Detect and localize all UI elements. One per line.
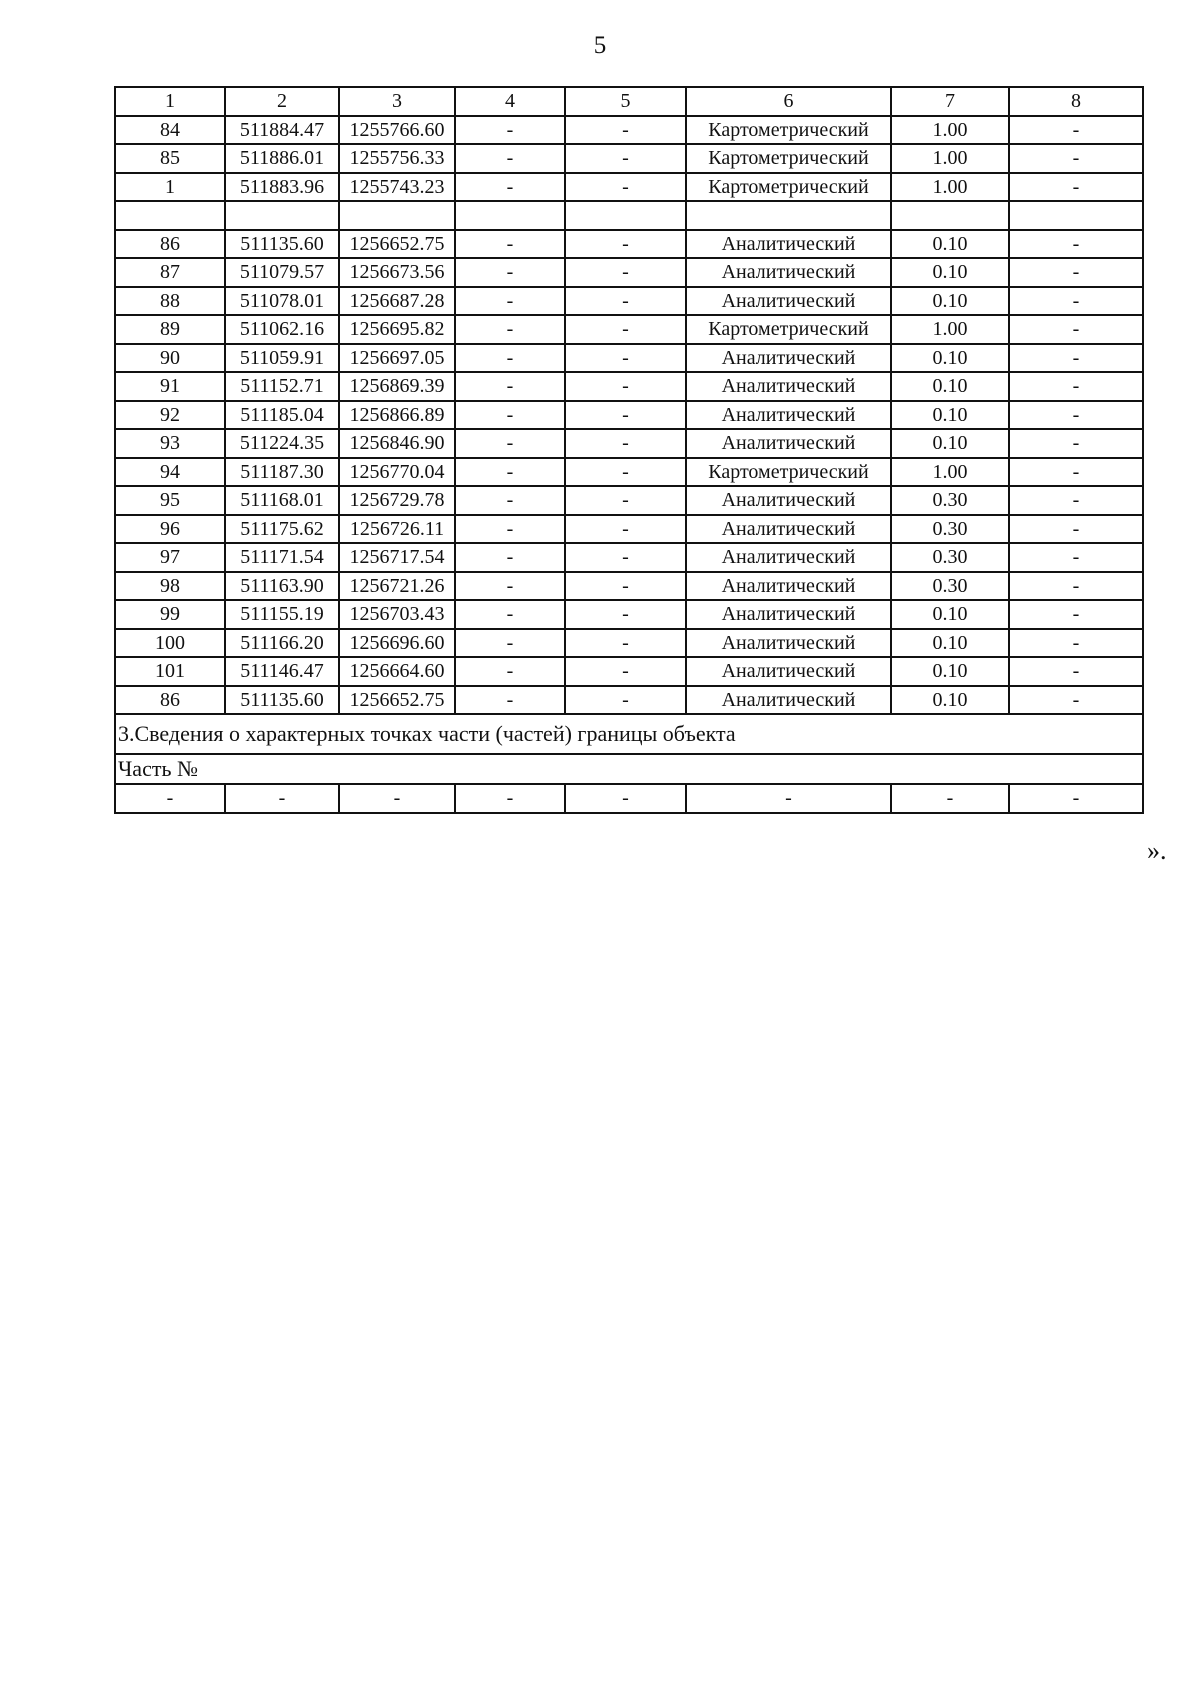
table-cell: 86: [115, 686, 225, 715]
table-cell: -: [565, 458, 686, 487]
table-row: [115, 287, 1143, 316]
table-cell: 511163.90: [225, 572, 339, 601]
part-number-label: Часть №: [115, 754, 1143, 784]
table-row: [115, 401, 1143, 430]
table-cell: -: [1009, 258, 1143, 287]
table-cell: Аналитический: [686, 629, 891, 658]
table-cell: -: [1009, 116, 1143, 145]
table-cell: Аналитический: [686, 344, 891, 373]
table-cell: -: [1009, 486, 1143, 515]
table-cell: 511152.71: [225, 372, 339, 401]
table-cell: -: [455, 258, 565, 287]
table-cell: 0.10: [891, 401, 1009, 430]
table-cell: Картометрический: [686, 315, 891, 344]
table-cell: 511185.04: [225, 401, 339, 430]
table-cell: 0.10: [891, 600, 1009, 629]
table-cell: -: [455, 372, 565, 401]
table-cell: -: [565, 287, 686, 316]
table-cell: 511135.60: [225, 230, 339, 259]
table-cell: -: [455, 572, 565, 601]
table-row: [115, 230, 1143, 259]
table-row: [115, 657, 1143, 686]
table-cell: Аналитический: [686, 515, 891, 544]
table-cell: 0.30: [891, 515, 1009, 544]
table-cell: -: [565, 344, 686, 373]
table-row: [115, 258, 1143, 287]
table-cell: 0.10: [891, 686, 1009, 715]
table-cell: 95: [115, 486, 225, 515]
section3-title: 3.Сведения о характерных точках части (частей) границы объекта: [115, 714, 1143, 754]
table-cell: -: [455, 657, 565, 686]
table-cell: 0.30: [891, 543, 1009, 572]
table-row: [115, 344, 1143, 373]
table-row: [115, 600, 1143, 629]
table-cell: -: [455, 629, 565, 658]
table-cell: -: [1009, 144, 1143, 173]
table-cell: 511884.47: [225, 116, 339, 145]
empty-cell: [115, 201, 225, 230]
table-cell: 1256687.28: [339, 287, 455, 316]
table-cell: 99: [115, 600, 225, 629]
table-cell: -: [565, 116, 686, 145]
table-row: [115, 372, 1143, 401]
table-cell: -: [455, 144, 565, 173]
empty-cell: [891, 201, 1009, 230]
table-cell: 1256866.89: [339, 401, 455, 430]
table-cell: -: [1009, 372, 1143, 401]
table-cell: -: [565, 486, 686, 515]
table-cell: 1256695.82: [339, 315, 455, 344]
table-row: [115, 515, 1143, 544]
table-cell: 86: [115, 230, 225, 259]
table-row: [115, 572, 1143, 601]
table-cell: Аналитический: [686, 429, 891, 458]
table-cell: -: [455, 344, 565, 373]
table-cell: -: [455, 315, 565, 344]
table-cell: Аналитический: [686, 486, 891, 515]
table-cell: -: [1009, 543, 1143, 572]
table-cell: 1256664.60: [339, 657, 455, 686]
table-cell: 101: [115, 657, 225, 686]
section3-row: [115, 714, 1143, 754]
table-cell: 97: [115, 543, 225, 572]
part-cell: -: [1009, 784, 1143, 813]
table-cell: 511078.01: [225, 287, 339, 316]
table-cell: -: [565, 572, 686, 601]
header-cell: 2: [225, 87, 339, 116]
table-cell: -: [565, 144, 686, 173]
empty-cell: [339, 201, 455, 230]
table-cell: 1.00: [891, 458, 1009, 487]
table-cell: 0.10: [891, 372, 1009, 401]
header-cell: 4: [455, 87, 565, 116]
table-cell: -: [1009, 315, 1143, 344]
table-cell: Аналитический: [686, 230, 891, 259]
table-cell: 0.10: [891, 287, 1009, 316]
table-cell: -: [455, 600, 565, 629]
table-cell: 84: [115, 116, 225, 145]
table-cell: Аналитический: [686, 657, 891, 686]
table-cell: 1256869.39: [339, 372, 455, 401]
table-row: [115, 116, 1143, 145]
part-cell: -: [686, 784, 891, 813]
empty-cell: [455, 201, 565, 230]
contour-2-rows: [115, 230, 1143, 715]
table-cell: Картометрический: [686, 458, 891, 487]
table-cell: Картометрический: [686, 173, 891, 202]
table-cell: Аналитический: [686, 600, 891, 629]
table-cell: 0.10: [891, 230, 1009, 259]
part-label-row: [115, 754, 1143, 784]
table-cell: 0.10: [891, 258, 1009, 287]
table-cell: -: [1009, 686, 1143, 715]
table-cell: 511062.16: [225, 315, 339, 344]
header-cell: 6: [686, 87, 891, 116]
table-cell: 1.00: [891, 116, 1009, 145]
table-cell: 1256717.54: [339, 543, 455, 572]
table-cell: 1: [115, 173, 225, 202]
table-cell: 1.00: [891, 144, 1009, 173]
empty-cell: [225, 201, 339, 230]
header-cell: 1: [115, 87, 225, 116]
table-cell: 1255743.23: [339, 173, 455, 202]
table-cell: -: [565, 543, 686, 572]
table-cell: Картометрический: [686, 144, 891, 173]
empty-cell: [565, 201, 686, 230]
table-cell: 89: [115, 315, 225, 344]
table-cell: -: [565, 657, 686, 686]
table-cell: 1.00: [891, 315, 1009, 344]
table-cell: 1256846.90: [339, 429, 455, 458]
table-cell: 511187.30: [225, 458, 339, 487]
table-cell: 0.10: [891, 429, 1009, 458]
header-cell: 7: [891, 87, 1009, 116]
table-row: [115, 458, 1143, 487]
table-cell: Аналитический: [686, 543, 891, 572]
table-cell: -: [1009, 515, 1143, 544]
table-cell: 98: [115, 572, 225, 601]
table-row: [115, 144, 1143, 173]
table-cell: 1256652.75: [339, 230, 455, 259]
table-cell: 511059.91: [225, 344, 339, 373]
table-cell: -: [565, 686, 686, 715]
part-cell: -: [225, 784, 339, 813]
table-cell: -: [1009, 600, 1143, 629]
table-cell: 96: [115, 515, 225, 544]
table-cell: -: [565, 401, 686, 430]
part-cell: -: [339, 784, 455, 813]
table-cell: Аналитический: [686, 287, 891, 316]
table-cell: -: [455, 287, 565, 316]
table-cell: -: [1009, 230, 1143, 259]
table-cell: 1256770.04: [339, 458, 455, 487]
table-cell: -: [455, 486, 565, 515]
table-cell: 92: [115, 401, 225, 430]
table-cell: 1256729.78: [339, 486, 455, 515]
contour-1-rows: [115, 116, 1143, 202]
table-cell: 0.10: [891, 629, 1009, 658]
table-cell: -: [455, 173, 565, 202]
table-cell: -: [1009, 344, 1143, 373]
empty-separator-row: [115, 201, 1143, 230]
table-cell: 511079.57: [225, 258, 339, 287]
table-cell: Аналитический: [686, 686, 891, 715]
table-cell: 1256697.05: [339, 344, 455, 373]
table-cell: -: [1009, 572, 1143, 601]
header-cell: 3: [339, 87, 455, 116]
table-cell: 1256721.26: [339, 572, 455, 601]
table-row: [115, 629, 1143, 658]
coordinates-table: [114, 86, 1144, 814]
table-cell: -: [1009, 401, 1143, 430]
table-cell: 511166.20: [225, 629, 339, 658]
part-cell: -: [115, 784, 225, 813]
table-cell: -: [565, 258, 686, 287]
part-cell: -: [565, 784, 686, 813]
part-cell: -: [891, 784, 1009, 813]
table-cell: 511168.01: [225, 486, 339, 515]
table-cell: Картометрический: [686, 116, 891, 145]
table-cell: 1255766.60: [339, 116, 455, 145]
header-cell: 5: [565, 87, 686, 116]
table-cell: 90: [115, 344, 225, 373]
table-cell: -: [1009, 657, 1143, 686]
part-row: [115, 784, 1143, 813]
part-cell: -: [455, 784, 565, 813]
table-cell: 0.30: [891, 572, 1009, 601]
table-row: [115, 173, 1143, 202]
table-cell: 85: [115, 144, 225, 173]
table-cell: 100: [115, 629, 225, 658]
empty-cell: [686, 201, 891, 230]
table-cell: -: [565, 515, 686, 544]
table-cell: 511146.47: [225, 657, 339, 686]
table-cell: 511224.35: [225, 429, 339, 458]
table-row: [115, 486, 1143, 515]
table-cell: 91: [115, 372, 225, 401]
table-cell: 1256652.75: [339, 686, 455, 715]
table-cell: -: [1009, 287, 1143, 316]
table-cell: -: [455, 401, 565, 430]
table-cell: 94: [115, 458, 225, 487]
table-cell: 511883.96: [225, 173, 339, 202]
table-cell: 0.10: [891, 657, 1009, 686]
table-cell: -: [565, 600, 686, 629]
table-cell: -: [565, 230, 686, 259]
table-cell: -: [565, 372, 686, 401]
header-row: [115, 87, 1143, 116]
table-cell: 1256696.60: [339, 629, 455, 658]
table-cell: 0.30: [891, 486, 1009, 515]
table-row: [115, 686, 1143, 715]
header-cell: 8: [1009, 87, 1143, 116]
table-cell: -: [565, 429, 686, 458]
table-cell: 93: [115, 429, 225, 458]
table-cell: 511171.54: [225, 543, 339, 572]
empty-cell: [1009, 201, 1143, 230]
table-cell: 87: [115, 258, 225, 287]
table-cell: -: [1009, 629, 1143, 658]
table-cell: -: [565, 629, 686, 658]
table-cell: -: [1009, 429, 1143, 458]
table-cell: -: [1009, 173, 1143, 202]
table-cell: 1256703.43: [339, 600, 455, 629]
table-cell: 511155.19: [225, 600, 339, 629]
table-cell: 1256726.11: [339, 515, 455, 544]
closing-quote-mark: ».: [1147, 836, 1167, 865]
table-cell: -: [565, 173, 686, 202]
table-cell: Аналитический: [686, 372, 891, 401]
table-cell: 511886.01: [225, 144, 339, 173]
table-cell: -: [455, 543, 565, 572]
table-row: [115, 429, 1143, 458]
table-row: [115, 543, 1143, 572]
table-cell: -: [455, 429, 565, 458]
page-number: 5: [593, 32, 607, 59]
table-cell: Аналитический: [686, 258, 891, 287]
table-cell: 0.10: [891, 344, 1009, 373]
table-cell: 1256673.56: [339, 258, 455, 287]
table-cell: Аналитический: [686, 572, 891, 601]
table-cell: 511175.62: [225, 515, 339, 544]
table-cell: 1.00: [891, 173, 1009, 202]
table-cell: -: [565, 315, 686, 344]
table-cell: -: [1009, 458, 1143, 487]
table-cell: -: [455, 686, 565, 715]
table-cell: -: [455, 515, 565, 544]
table-cell: -: [455, 230, 565, 259]
table-cell: Аналитический: [686, 401, 891, 430]
table-cell: 511135.60: [225, 686, 339, 715]
table-cell: 1255756.33: [339, 144, 455, 173]
table-cell: -: [455, 458, 565, 487]
table-cell: 88: [115, 287, 225, 316]
table-row: [115, 315, 1143, 344]
table-cell: -: [455, 116, 565, 145]
